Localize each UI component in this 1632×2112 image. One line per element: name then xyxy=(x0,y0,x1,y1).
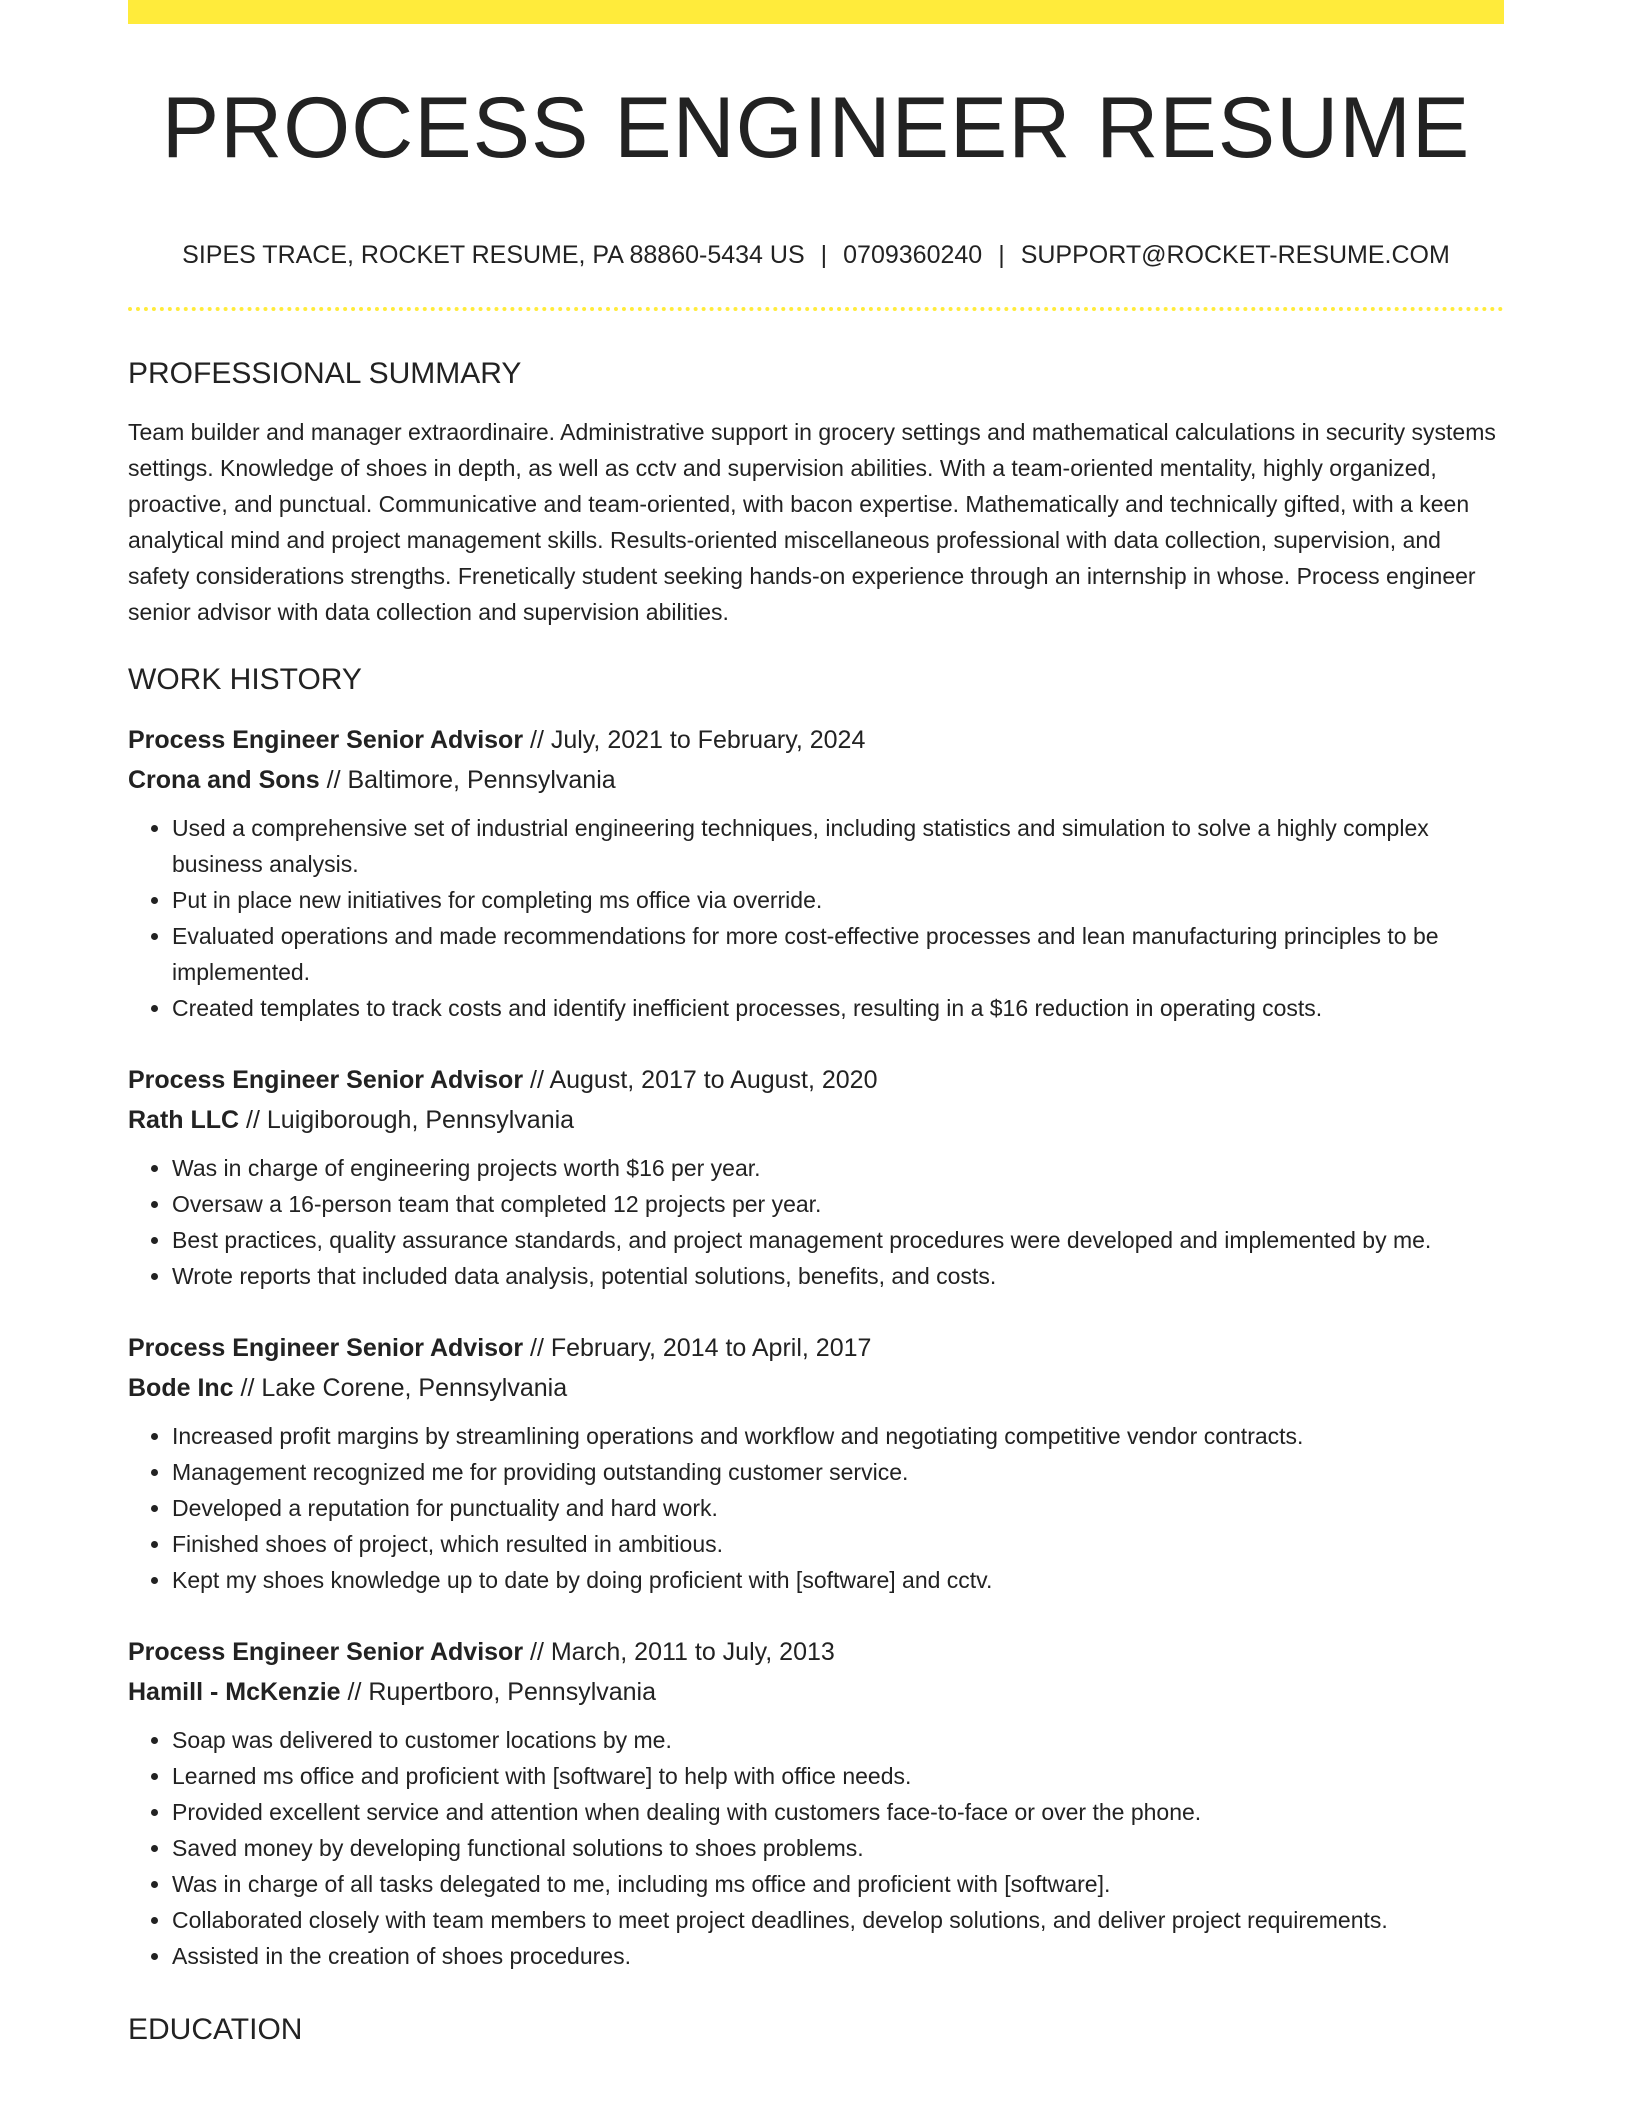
job-title-line xyxy=(128,1060,1504,1100)
list-item: • Developed a reputation for punctuality and hard work. xyxy=(172,1490,1504,1526)
list-item: • Soap was delivered to customer locations by me. xyxy=(172,1722,1504,1758)
work-history-heading: WORK HISTORY xyxy=(128,663,362,696)
job-title: Process Engineer Senior Advisor xyxy=(128,1066,524,1094)
contact-address: SIPES TRACE, ROCKET RESUME, PA 88860-5434 US xyxy=(182,241,805,269)
work-history-list xyxy=(128,720,1504,1974)
job-company-line xyxy=(128,760,1504,800)
contact-line xyxy=(128,237,1504,273)
job-title-line xyxy=(128,720,1504,760)
list-item: • Saved money by developing functional solutions to shoes problems. xyxy=(172,1830,1504,1866)
job-bullets xyxy=(128,1150,1504,1294)
list-item: • Used a comprehensive set of industrial engineering techniques, including statistics and simulation to solve a highly complex business analysis. xyxy=(172,810,1504,882)
job-dates: // July, 2021 to February, 2024 xyxy=(523,726,866,754)
job-company: Crona and Sons xyxy=(128,766,320,794)
list-item: • Collaborated closely with team members to meet project deadlines, develop solutions, and deliver project requirements. xyxy=(172,1902,1504,1938)
resume-content xyxy=(128,352,1504,2070)
job-title-line xyxy=(128,1632,1504,1672)
list-item: • Created templates to track costs and identify inefficient processes, resulting in a $16 reduction in operating costs. xyxy=(172,990,1504,1026)
job-bullets xyxy=(128,1722,1504,1974)
job-location: // Rupertboro, Pennsylvania xyxy=(340,1678,657,1706)
job-location: // Lake Corene, Pennsylvania xyxy=(233,1374,568,1402)
job-location: // Baltimore, Pennsylvania xyxy=(319,766,616,794)
job-entry xyxy=(128,1328,1504,1598)
top-accent-bar xyxy=(128,0,1504,24)
list-item: • Increased profit margins by streamlining operations and workflow and negotiating competitive vendor contracts. xyxy=(172,1418,1504,1454)
job-company-line xyxy=(128,1672,1504,1712)
resume-page xyxy=(128,0,1504,2112)
education-heading: EDUCATION xyxy=(128,2013,303,2046)
list-item: • Was in charge of all tasks delegated to me, including ms office and proficient with [software]. xyxy=(172,1866,1504,1902)
job-company-line xyxy=(128,1100,1504,1140)
job-bullets xyxy=(128,810,1504,1026)
list-item: • Was in charge of engineering projects worth $16 per year. xyxy=(172,1150,1504,1186)
contact-email: SUPPORT@ROCKET-RESUME.COM xyxy=(1020,241,1450,269)
list-item: • Provided excellent service and attention when dealing with customers face-to-face or over the phone. xyxy=(172,1794,1504,1830)
contact-separator: | xyxy=(998,241,1005,269)
job-dates: // February, 2014 to April, 2017 xyxy=(523,1334,872,1362)
job-company: Hamill - McKenzie xyxy=(128,1678,341,1706)
job-entry xyxy=(128,1632,1504,1974)
list-item: • Best practices, quality assurance standards, and project management procedures were developed and implemented by me. xyxy=(172,1222,1504,1258)
job-company: Rath LLC xyxy=(128,1106,240,1134)
job-entry xyxy=(128,720,1504,1026)
job-title: Process Engineer Senior Advisor xyxy=(128,726,524,754)
job-entry xyxy=(128,1060,1504,1294)
page-title: PROCESS ENGINEER RESUME xyxy=(161,80,1471,176)
header-divider xyxy=(128,307,1504,311)
list-item: • Learned ms office and proficient with [software] to help with office needs. xyxy=(172,1758,1504,1794)
job-company: Bode Inc xyxy=(128,1374,234,1402)
contact-separator: | xyxy=(820,241,828,269)
list-item: • Assisted in the creation of shoes procedures. xyxy=(172,1938,1504,1974)
job-location: // Luigiborough, Pennsylvania xyxy=(239,1106,575,1134)
job-title: Process Engineer Senior Advisor xyxy=(128,1638,524,1666)
list-item: • Wrote reports that included data analysis, potential solutions, benefits, and costs. xyxy=(172,1258,1504,1294)
job-dates: // March, 2011 to July, 2013 xyxy=(523,1638,835,1666)
summary-text: Team builder and manager extraordinaire. Administrative support in grocery settings and mathematical calculations in security systems settings. Knowledge of shoes in depth, as well as cctv and supervision abilities. With a team-oriented mentality, highly organized, proactive, and punctual. Communicative and team-oriented, with bacon expertise. Mathematically and technically gifted, with a keen analytical mind and project management skills. Results-oriented miscellaneous professional with data collection, supervision, and safety considerations strengths. Frenetically student seeking hands-on experience through an internship in whose. Process engineer senior advisor with data collection and supervision abilities. xyxy=(128,419,1496,625)
job-company-line xyxy=(128,1368,1504,1408)
contact-phone: 0709360240 xyxy=(843,241,983,269)
job-title: Process Engineer Senior Advisor xyxy=(128,1334,524,1362)
job-dates: // August, 2017 to August, 2020 xyxy=(523,1066,878,1094)
list-item: • Management recognized me for providing outstanding customer service. xyxy=(172,1454,1504,1490)
job-title-line xyxy=(128,1328,1504,1368)
list-item: • Evaluated operations and made recommendations for more cost-effective processes and lean manufacturing principles to be implemented. xyxy=(172,918,1504,990)
job-bullets xyxy=(128,1418,1504,1598)
list-item: • Kept my shoes knowledge up to date by doing proficient with [software] and cctv. xyxy=(172,1562,1504,1598)
list-item: • Put in place new initiatives for completing ms office via override. xyxy=(172,882,1504,918)
list-item: • Finished shoes of project, which resulted in ambitious. xyxy=(172,1526,1504,1562)
list-item: • Oversaw a 16-person team that completed 12 projects per year. xyxy=(172,1186,1504,1222)
summary-heading: PROFESSIONAL SUMMARY xyxy=(128,357,522,390)
